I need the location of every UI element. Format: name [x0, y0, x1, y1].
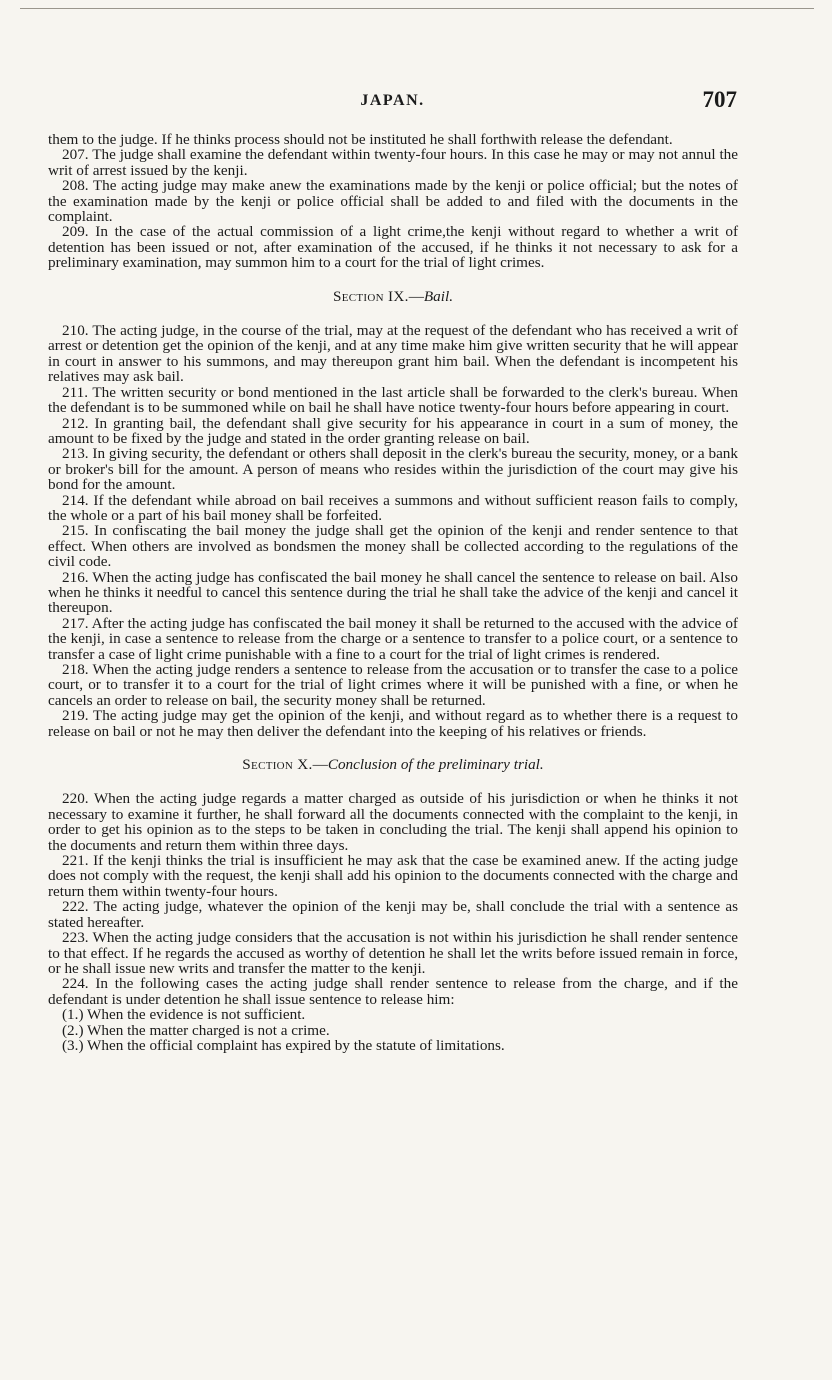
paragraph: 212. In granting bail, the defendant shall give security for his appearance in court in a sum of money, the amount to be fixed by the judge and stated in the order granting release on bail. [48, 414, 738, 447]
paragraph: 222. The acting judge, whatever the opinion of the kenji may be, shall conclude the trial with a sentence as stated hereafter. [48, 898, 738, 931]
paragraph: 223. When the acting judge considers that the accusation is not within his jurisdiction he shall render sentence to that effect. If he regards the accused as worthy of detention he shall let the writs before issued remain in force, or he shall issue new writs and transfer the matter to the kenji. [48, 929, 738, 977]
section-label: Section X. [242, 756, 313, 774]
paragraph: 221. If the kenji thinks the trial is insufficient he may ask that the case be examined anew. If the acting judge does not comply with the request, the kenji shall add his opinion to the documents connected with the charge and return them within twenty-four hours. [48, 852, 738, 900]
section-label: Section IX. [333, 287, 409, 305]
paragraph: 215. In confiscating the bail money the judge shall get the opinion of the kenji and render sentence to that effect. When others are involved as bondsmen the money shall be collected according to the regulations of the civil code. [48, 522, 738, 571]
list-item: (2.) When the matter charged is not a crime. [62, 1021, 330, 1039]
paragraph: 208. The acting judge may make anew the examinations made by the kenji or police official; but the notes of the examination made by the kenji or police official shall be added to and filed with the documents in the complaint. [48, 177, 738, 226]
list-item: (3.) When the official complaint has expired by the statute of limitations. [62, 1036, 505, 1054]
paragraph: 214. If the defendant while abroad on bail receives a summons and without sufficient reason fails to comply, the whole or a part of his bail money shall be forfeited. [48, 491, 738, 524]
section-heading-9: Section IX.—Bail. [333, 287, 453, 305]
page-header [48, 87, 737, 117]
paragraph: 213. In giving security, the defendant or others shall deposit in the clerk's bureau the security, money, or a bank or broker's bill for the amount. A person of means who resides within the jurisdiction of the court may give his bond for the amount. [48, 445, 738, 494]
section-title: Conclusion of the preliminary trial. [327, 756, 544, 774]
section-title: Bail. [423, 287, 453, 305]
body-text [48, 132, 738, 1053]
paragraph: 211. The written security or bond mentioned in the last article shall be forwarded to the clerk's bureau. When the defendant is to be summoned while on bail he shall have notice twenty-four hours before appearing in court. [48, 383, 738, 417]
paragraph: 218. When the acting judge renders a sentence to release from the accusation or to transfer the case to a police court, or to transfer it to a court for the trial of light crimes where it will be punished with a fine, or when he cancels an order to release on bail, the security money shall be returned. [48, 661, 738, 709]
page-number: 707 [702, 87, 737, 112]
paragraph: 220. When the acting judge regards a matter charged as outside of his jurisdiction or when he thinks it not necessary to examine it further, he shall forward all the documents connected with the complaint to the kenji, in order to get his opinion as to the steps to be taken in concluding the trial. The kenji shall append his opinion to the documents and return them within three days. [48, 790, 738, 854]
section-heading-10: Section X.—Conclusion of the preliminary trial. [242, 756, 544, 774]
paragraph: them to the judge. If he thinks process should not be instituted he shall forthwith release the defendant. [48, 131, 673, 148]
paragraph: 216. When the acting judge has confiscated the bail money he shall cancel the sentence to release on bail. Also when he thinks it needful to cancel this sentence during the trial he shall take the advice of the kenji and cancel it thereupon. [48, 568, 738, 617]
paragraph: 217. After the acting judge has confiscated the bail money it shall be returned to the accused with the advice of the kenji, in case a sentence to release from the charge or a sentence to transfer to a police court, or a sentence to transfer a case of light crime punishable with a fine to a court for the trial of light crimes is rendered. [48, 614, 738, 663]
paragraph: 219. The acting judge may get the opinion of the kenji, and without regard as to whether there is a request to release on bail or not he may then deliver the defendant into the keeping of his relatives or friends. [48, 707, 738, 740]
paragraph: 207. The judge shall examine the defendant within twenty-four hours. In this case he may or may not annul the writ of arrest issued by the kenji. [48, 146, 738, 179]
running-head: JAPAN. [360, 92, 425, 109]
list-item: (1.) When the evidence is not sufficient. [62, 1006, 306, 1024]
paragraph: 210. The acting judge, in the course of the trial, may at the request of the defendant who has received a writ of arrest or detention get the opinion of the kenji, and at any time make him give written security that he will appear in court in answer to his summons, and may thereupon grant him bail. When the defendant is incompetent his relatives may ask bail. [48, 322, 738, 386]
paragraph: 224. In the following cases the acting judge shall render sentence to release from the charge, and if the defendant is under detention he shall issue sentence to release him: [48, 975, 738, 1008]
paragraph: 209. In the case of the actual commission of a light crime,the kenji without regard to whether a writ of detention has been issued or not, after examination of the accused, if he thinks it not necessary to ask for a preliminary examination, may summon him to a court for the trial of light crimes. [48, 223, 738, 272]
top-rule [20, 8, 814, 9]
